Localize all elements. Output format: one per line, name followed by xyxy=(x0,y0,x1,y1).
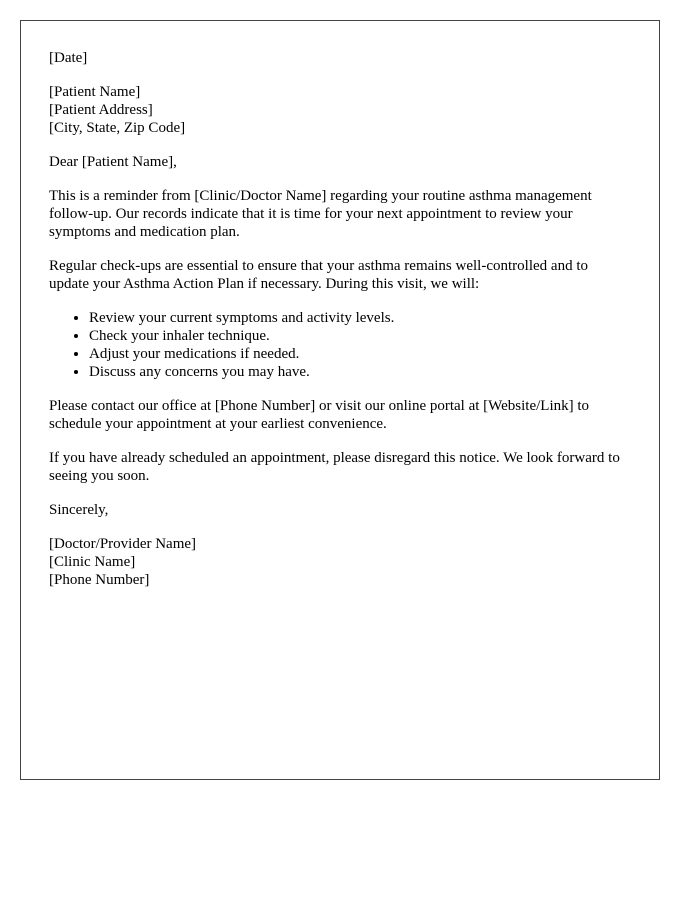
provider-name: [Doctor/Provider Name] xyxy=(49,536,197,552)
visit-items-list xyxy=(49,309,631,381)
clinic-name: [Clinic Name] xyxy=(49,554,136,570)
reminder-paragraph: This is a reminder from [Clinic/Doctor Name] regarding your routine asthma management follow-up. Our records indicate that it is time for your next appointment to review your symptoms and medication plan. xyxy=(49,188,592,240)
disregard-paragraph: If you have already scheduled an appointment, please disregard this notice. We look forward to seeing you soon. xyxy=(49,450,620,484)
list-item: • Discuss any concerns you may have. xyxy=(89,363,631,381)
list-item: • Check your inhaler technique. xyxy=(89,327,631,345)
letter-date: [Date] xyxy=(49,50,88,66)
list-item: • Adjust your medications if needed. xyxy=(89,345,631,363)
recipient-address-block xyxy=(49,83,631,137)
contact-paragraph: Please contact our office at [Phone Number] or visit our online portal at [Website/Link] to schedule your appointment at your earliest convenience. xyxy=(49,398,590,432)
salutation: Dear [Patient Name], xyxy=(49,154,177,170)
list-item: • Review your current symptoms and activity levels. xyxy=(89,309,631,327)
letter-page xyxy=(20,20,660,780)
recipient-address: [Patient Address] xyxy=(49,102,153,118)
signature-block xyxy=(49,535,631,589)
closing: Sincerely, xyxy=(49,502,109,518)
clinic-phone: [Phone Number] xyxy=(49,572,150,588)
recipient-city-state-zip: [City, State, Zip Code] xyxy=(49,120,186,136)
recipient-name: [Patient Name] xyxy=(49,84,141,100)
checkup-paragraph: Regular check-ups are essential to ensure that your asthma remains well-controlled and to update your Asthma Action Plan if necessary. During this visit, we will: xyxy=(49,258,588,292)
